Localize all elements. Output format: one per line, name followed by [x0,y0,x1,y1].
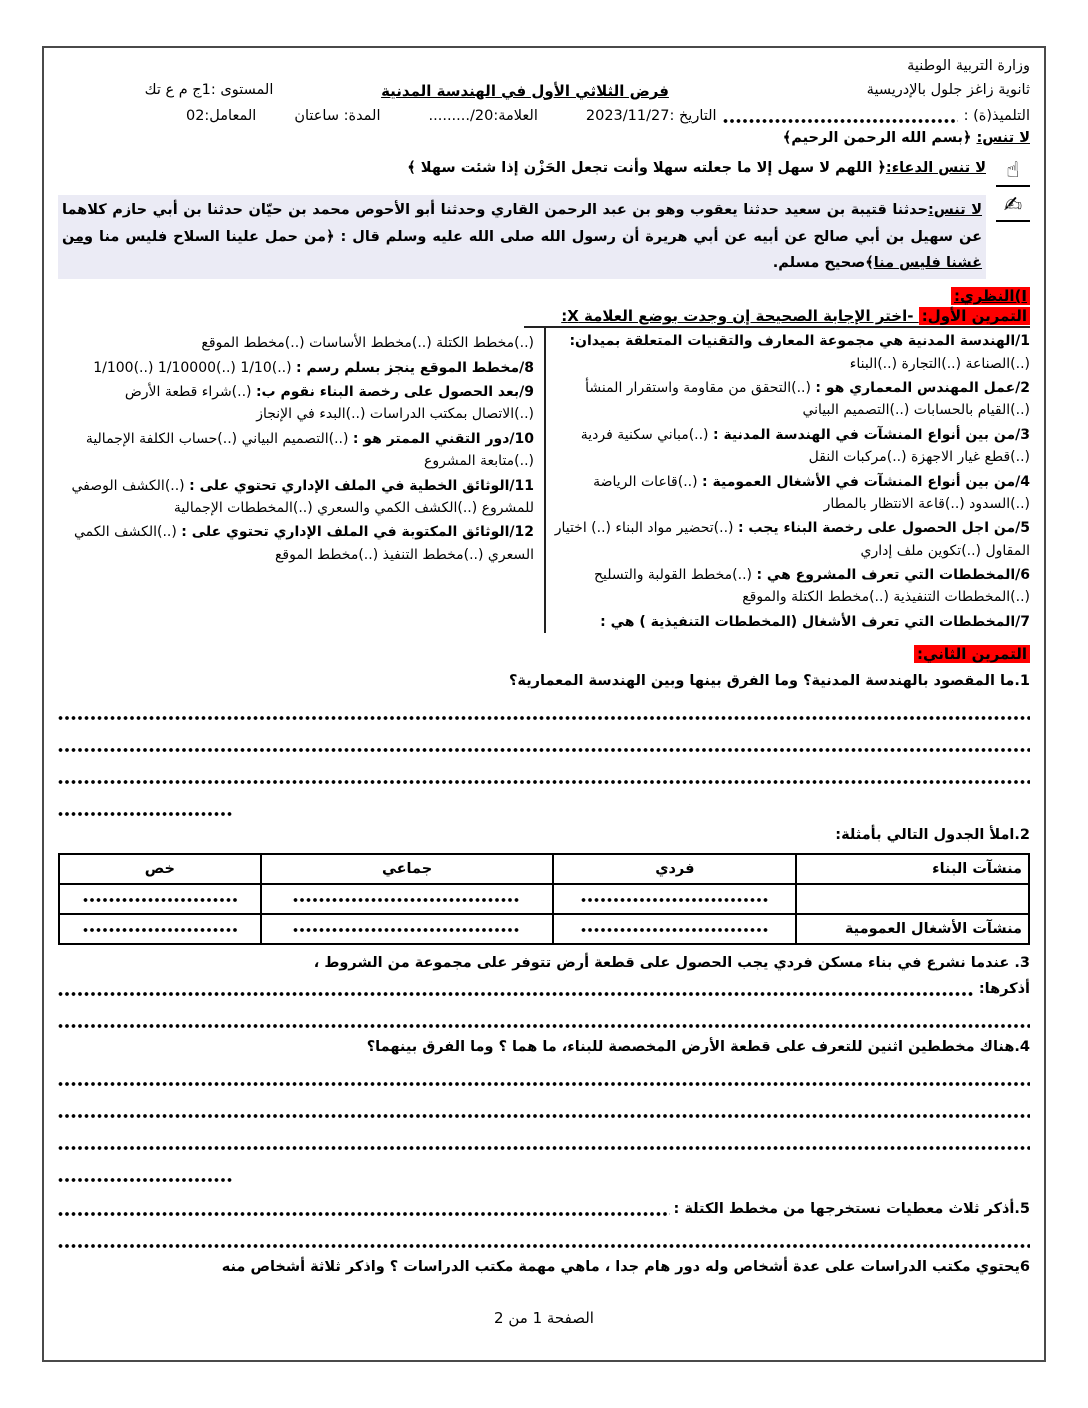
question-options: (..)الكشف الكمي السعري (..)مخطط التنفيذ (..)مخطط الموقع [74,524,534,563]
mark-label: العلامة:20/......... [428,107,538,124]
mcq-right-column [544,328,1030,633]
exercise2-label: التمرين الثاني: [914,645,1030,663]
dua-row [58,157,1030,187]
ex2-question6: 6يحتوي مكتب الدراسات على عدة أشخاص وله دور هام جدا ، ماهي مهمة مكتب الدراسات ؟ واذكر ثلاثة أشخاص منه [221,1259,1030,1276]
answer-dots [581,896,769,903]
basmala-line [58,130,1030,146]
table-answer-cell [59,914,261,944]
hadith-row [58,192,1030,279]
page-frame [42,46,1046,1362]
mcq-left-column [58,328,544,633]
table-answer-cell [261,884,554,914]
answer-dots [83,896,237,903]
question-options: (..)الصناعة (..)التجارة (..)البناء [849,355,1030,372]
q3-prompt-label: أذكرها: [978,981,1030,998]
answer-dots-fill [58,1210,670,1217]
question-options: (..)مباني سكنية فردية (..)قطع غيار الاجهزة (..)مركبات النقل [580,426,1030,466]
mcq-question [552,377,1030,422]
question-options: (..)مخطط القولبة والتسليح (..)المخططات التنفيذية (..)مخطط الكتلة والموقع [593,567,1030,606]
question-stem: 8/مخطط الموقع ينجز بسلم رسم : [296,359,534,376]
answer-dots-line [58,778,1030,785]
table-col-header: جماعي [261,854,554,884]
table-answer-cell [553,914,796,944]
table-row-label [796,884,1029,914]
exercise2-heading [58,645,1030,663]
theory-section-label: I)النظري: [951,287,1030,305]
answer-dots [83,926,237,933]
hadith-underlined-part: ومن غشنا فليس منا [62,228,982,272]
duration-label: المدة: ساعتان [294,107,381,124]
answer-dots-line [58,1242,1030,1249]
hadith-label: لا تنس: [928,201,982,218]
dua-label: لا تنس الدعاء: [885,159,986,176]
mcq-question [552,471,1030,516]
question-options: (..)مخطط الكتلة (..)مخطط الأساسات (..)مخطط الموقع [201,335,534,352]
question-stem: 11/الوثائق الخطية في الملف الإداري تحتوي على : [189,477,534,494]
mcq-question [60,357,534,379]
student-name-dots [723,117,958,124]
answer-dots-line-short [58,1176,233,1183]
mcq-question [552,517,1030,562]
mcq-question [60,521,534,566]
exercise1-heading [524,307,1030,328]
table-row [59,884,1029,914]
answer-dots-line-short [58,810,233,817]
mcq-question [60,332,534,354]
table-answer-cell [553,884,796,914]
hadith-text-block [58,195,986,279]
school-name: ثانوية زاغز جلول بالإدريسية [866,81,1030,98]
writing-hand-icon: ✍ [996,195,1030,222]
question-options: (..)التصميم البياني (..)حساب الكلفة الإجمالية (..)متابعة المشروع [85,430,534,470]
mcq-question [552,611,1030,633]
answer-dots [581,926,769,933]
question-stem: 7/المخططات التي تعرف الأشغال (المخططات التنفيذية ) هي : [600,613,1030,630]
question-options: (..)1/10 (..)1/10000 (..)1/100 [93,359,297,376]
hadith-body: حدثنا قتيبة بن سعيد حدثنا يعقوب وهو بن عبد الرحمن القاري وحدثنا أبو الأحوص محمد بن حيّان حدثنا بن أبي حازم كلاهما عن سهيل بن أبي صالح عن أبيه عن أبي هريرة أن رسول الله صلى الله عليه وسلم قال : ﴿من حمل علينا السلاح فليس منا [62,201,982,245]
mcq-question [552,330,1030,375]
answer-dots-line [58,1022,1030,1029]
mcq-question [60,428,534,473]
exercise1-instruction: -اختر الإجابة الصحيحة إن وجدت بوضع العلامة X: [561,307,919,326]
header-row-2 [58,82,1030,100]
ex2-question4: 4.هناك مخططين اثنين للتعرف على قطعة الأرض المخصصة للبناء، ما هما ؟ وما الفرق بينهما؟ [366,1039,1030,1056]
mcq-question [552,424,1030,469]
table-header-row [59,854,1029,884]
ex2-question3-line1: 3. عندما نشرع في بناء مسكن فردي يجب الحصول على قطعة أرض تتوفر على مجموعة من الشروط ، [313,955,1030,972]
theory-section-heading [58,287,1030,305]
answer-dots-line [58,1080,1030,1087]
exam-title: فرض الثلاثي الأول في الهندسة المدنية [381,81,669,100]
student-label: التلميذ(ة) : [963,107,1030,124]
ex2-question3-line2 [58,981,1030,997]
question-stem: 5/من اجل الحصول على رخصة البناء يجب : [737,520,1030,537]
question-stem: 1/الهندسة المدنية هي مجموعة المعارف والتقنيات المتعلقة بميدان: [569,333,1030,350]
pointing-hand-icon: ☝ [996,160,1030,187]
basmala-text: ﴿بسم الله الرحمن الرحيم﴾ [782,129,972,146]
level-label: المستوى :1ج م ع تك [144,81,274,98]
table-col-header: فردي [553,854,796,884]
question-stem: 3/من بين أنواع المنشآت في الهندسة المدنية : [712,426,1030,443]
question-options: (..)الكشف الوصفي للمشروع (..)الكشف الكمي والسعري (..)المخططات الإجمالية [71,477,534,516]
answer-dots-line [58,746,1030,753]
ministry-line: وزارة التربية الوطنية [907,58,1030,74]
dua-text-line [407,160,986,176]
answer-dots-fill [58,990,975,997]
q5-label: 5.أذكر ثلاث معطيات نستخرجها من مخطط الكتلة : [673,1201,1030,1218]
ex2-question5 [58,1201,1030,1217]
page-number: الصفحة 1 من 2 [494,1309,594,1328]
table-answer-cell [261,914,554,944]
date-label: التاريخ :2023/11/27 [585,107,717,124]
question-stem: 6/المخططات التي تعرف المشروع هي : [756,567,1030,584]
question-options: (..)شراء قطعة الأرض (..)الاتصال بمكتب الدراسات (..)البدء في الإنجاز [124,383,534,423]
question-stem: 4/من بين أنواع المنشآت في الأشغال العمومية : [702,473,1030,490]
ex2-question2: 2.املأ الجدول التالي بأمثلة: [835,827,1030,844]
ex2-question1: 1.ما المقصود بالهندسة المدنية؟ وما الفرق بينها وبين الهندسة المعمارية؟ [509,673,1030,690]
mcq-question [552,564,1030,609]
examples-table [58,853,1030,945]
mcq-question [60,381,534,426]
answer-dots-line [58,1144,1030,1151]
hadith-tail: ﴾صحيح مسلم. [772,255,874,272]
answer-dots [293,926,522,933]
table-row-label: منشآت البناء [796,854,1029,884]
question-stem: 2/عمل المهندس المعماري هو : [815,379,1030,396]
table-answer-cell [59,884,261,914]
answer-dots-line [58,714,1030,721]
question-stem: 10/دور التقني الممتر هو : [352,430,534,447]
answer-dots-line [58,1112,1030,1119]
question-options: (..)تحضير مواد البناء (..) اختيار المقاول (..)تكوين ملف إداري [554,520,1030,559]
table-row [59,914,1029,944]
coefficient-label: المعامل:02 [185,107,257,124]
answer-dots [293,896,522,903]
dont-forget-label: لا تنس: [976,129,1030,146]
header-row-3 [58,108,1030,124]
question-options: (..)قاعات الرياضة (..)السدود (..)قاعة الانتظار بالمطار [593,473,1030,512]
question-stem: 12/الوثائق المكتوبة في الملف الإداري تحتوي على : [181,524,534,541]
mcq-question [60,475,534,520]
dua-text: ﴿ اللهم لا سهل إلا ما جعلته سهلا وأنت تجعل الحَزْن إذا شئت سهلا ﴾ [407,159,886,176]
mcq-columns [58,328,1030,633]
question-stem: 9/بعد الحصول على رخصة البناء نقوم ب: [255,383,534,400]
exercise1-label: التمرين الأول: [919,307,1030,325]
question-options: (..)التحقق من مقاومة واستقرار المنشأ (..)القيام بالحسابات (..)التصميم البياني [585,379,1030,419]
table-col-header: خص [59,854,261,884]
table-row-label: منشآت الأشغال العمومية [796,914,1029,944]
